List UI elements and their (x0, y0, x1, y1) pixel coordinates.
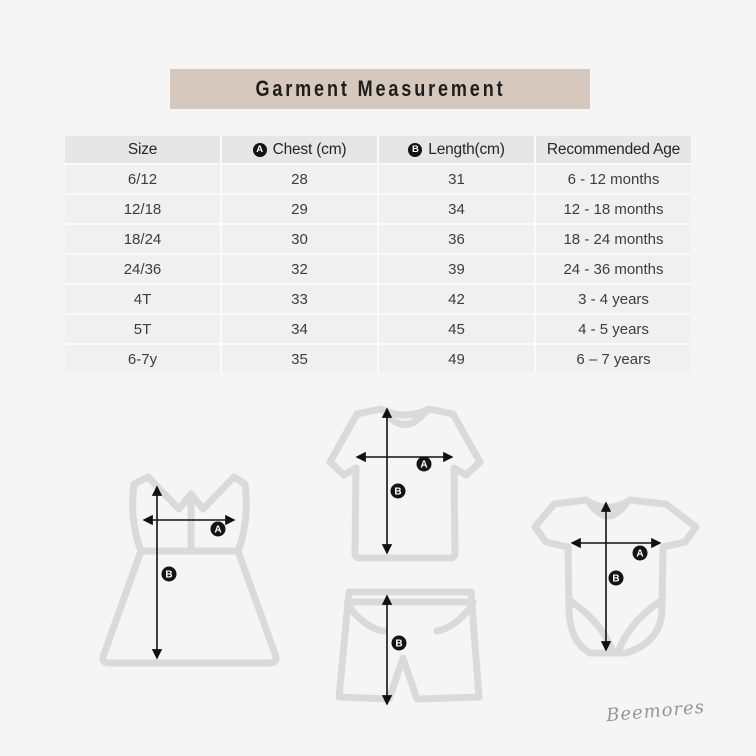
svg-text:B: B (395, 638, 403, 650)
cell-length: 36 (379, 225, 534, 253)
cell-length: 34 (379, 195, 534, 223)
cell-length: 39 (379, 255, 534, 283)
svg-text:A: A (636, 548, 644, 560)
shorts-drawing (339, 592, 479, 704)
cell-size: 6-7y (65, 345, 220, 373)
cell-size: 24/36 (65, 255, 220, 283)
dress-chest-a-badge-icon (211, 522, 226, 537)
header-size: Size (65, 136, 220, 163)
page-title: Garment Measurement (254, 76, 506, 101)
header-length-label: Length(cm) (428, 140, 505, 158)
tshirt-drawing (330, 409, 480, 558)
header-chest-label: Chest (cm) (272, 140, 347, 158)
cell-size: 18/24 (65, 225, 220, 253)
cell-chest: 28 (222, 165, 377, 193)
cell-chest: 30 (222, 225, 377, 253)
cell-age: 12 - 18 months (536, 195, 691, 223)
cell-length: 45 (379, 315, 534, 343)
brand-signature: Beemores (605, 696, 706, 727)
cell-size: 6/12 (65, 165, 220, 193)
bodysuit-drawing (535, 500, 696, 653)
cell-age: 4 - 5 years (536, 315, 691, 343)
svg-text:B: B (394, 486, 402, 498)
cell-chest: 29 (222, 195, 377, 223)
cell-chest: 33 (222, 285, 377, 313)
cell-age: 6 – 7 years (536, 345, 691, 373)
dress-drawing (103, 477, 276, 663)
cell-age: 3 - 4 years (536, 285, 691, 313)
cell-size: 5T (65, 315, 220, 343)
svg-text:A: A (214, 524, 222, 536)
cell-size: 12/18 (65, 195, 220, 223)
svg-text:A: A (420, 459, 428, 471)
bodysuit-length-b-badge-icon (609, 571, 624, 586)
dress-length-b-badge-icon (162, 567, 177, 582)
shorts-length-b-badge-icon (392, 636, 407, 651)
cell-chest: 32 (222, 255, 377, 283)
tshirt-chest-a-badge-icon (417, 457, 432, 472)
length-b-badge-icon: B (408, 143, 422, 157)
cell-chest: 34 (222, 315, 377, 343)
cell-length: 42 (379, 285, 534, 313)
cell-age: 6 - 12 months (536, 165, 691, 193)
bodysuit-chest-a-badge-icon (633, 546, 648, 561)
cell-chest: 35 (222, 345, 377, 373)
cell-size: 4T (65, 285, 220, 313)
header-age: Recommended Age (536, 136, 691, 163)
cell-age: 18 - 24 months (536, 225, 691, 253)
chest-a-badge-icon: A (253, 143, 267, 157)
cell-length: 31 (379, 165, 534, 193)
svg-text:B: B (165, 569, 173, 581)
tshirt-length-b-badge-icon (391, 484, 406, 499)
svg-text:B: B (612, 573, 620, 585)
cell-length: 49 (379, 345, 534, 373)
cell-age: 24 - 36 months (536, 255, 691, 283)
